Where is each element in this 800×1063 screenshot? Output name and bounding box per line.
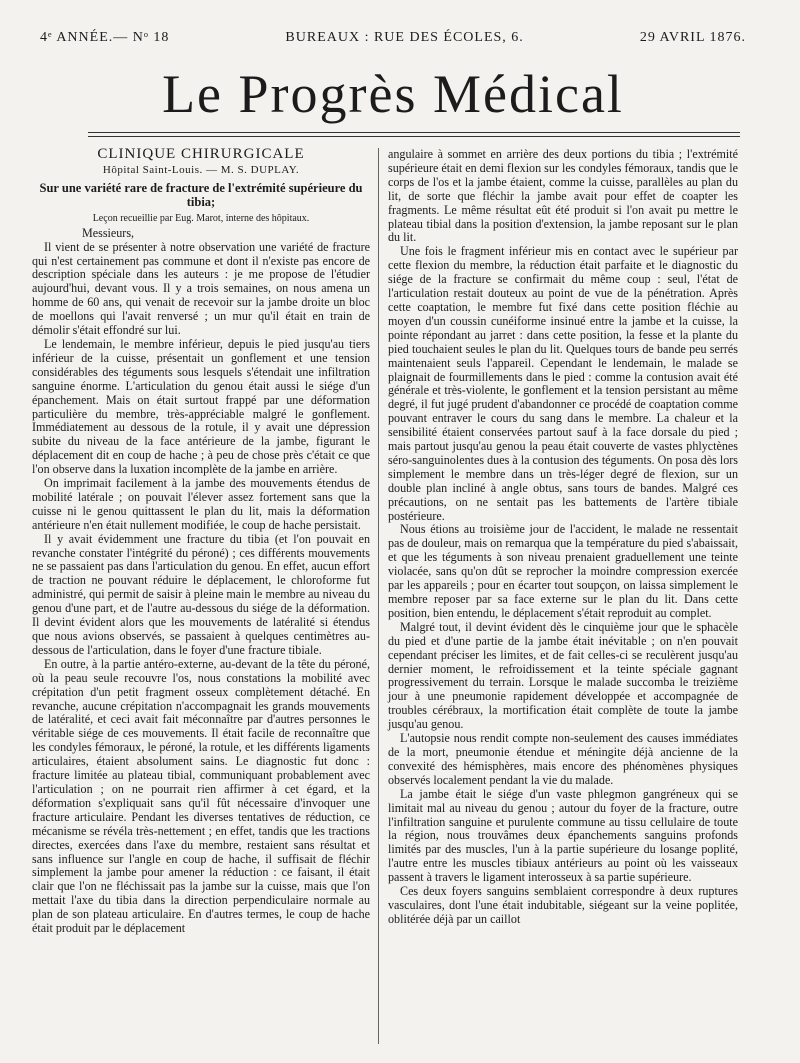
column-divider <box>378 148 379 1044</box>
newspaper-title: Le Progrès Médical <box>162 64 624 124</box>
paragraph: angulaire à sommet en arrière des deux portions du tibia ; l'extrémité supérieure était en demi flexion sur les condyles fémoraux, tandis que le corps de l'os et la jambe étaient, comme la cuisse, parallèles au plan du lit, de sorte que fléchir la jambe avait pour effet de coapter les fragments. Le même résultat eût été produit si l'on avait pu mettre le plateau tibial dans la position d'extension, la jambe reposant sur le plan du lit. <box>388 147 738 245</box>
paragraph: La jambe était le siége d'un vaste phlegmon gangréneux qui se limitait mal au niveau du genou ; autour du foyer de la fracture, outre l'infiltration sanguine et purulente commune au tissu cellulaire de toute la région, nous trouvâmes deux épanchements sanguins profonds limités par des muscles, l'un à la partie supérieure du losange poplité, l'autre entre les muscles tibiaux antérieurs au point où les vaisseaux passent à travers le ligament interosseux à sa partie supérieure. <box>388 786 738 885</box>
paragraph: En outre, à la partie antéro-externe, au-devant de la tête du péroné, où la peau seule recouvre l'os, nous constations la mobilité avec crépitation d'un petit fragment osseux complètement détaché. En revanche, aucune crépitation n'accompagnait les grands mouvements de latéralité, et ceci avait fait méconnaître par d'autres personnes le véritable siége de ces mouvements. Il était facile de reconnaître que les condyles fémoraux, le péroné, la rotule, et les différents ligaments articulaires, étaient absolument sains. Le diagnostic fut donc : fracture limitée au plateau tibial, communiquant probablement avec l'articulation ; on ne pourrait rien affirmer à cet égard, et la déformation s'expliquait sans qu'il fût nécessaire d'invoquer une fracture articulaire. Pendant les diverses tentatives de réduction, ce mécanisme se révéla très-nettement ; en effet, tandis que les tractions directes, exercées dans l'axe du membre, restaient sans résultat et sans influence sur l'angle en coup de hache, il suffisait de fléchir simplement la jambe pour amener la réduction : ce faisant, il était clair que l'on ne fléchissait pas la jambe sur la cuisse, mais que l'on mettait l'axe du tibia dans la direction perpendiculaire normale au plan de son plateau articulaire. En d'autres termes, le coup de hache était produit par le déplacement <box>32 656 370 936</box>
byline: Leçon recueillie par Eug. Marot, interne des hôpitaux. <box>92 212 310 224</box>
article-title: Sur une variété rare de fracture de l'extrémité supérieure du tibia; <box>39 180 363 209</box>
paragraph: Le lendemain, le membre inférieur, depuis le pied jusqu'au tiers inférieur de la cuisse, présentait un gonflement et une tension considérables des téguments sous lesquels s'étendait une infiltration sanguine énorme. L'articulation du genou était aussi le siége d'un épanchement. Mais on était surtout frappé par une déformation particulière du membre, très-appréciable malgré le gonflement. Immédiatement au dessous de la rotule, il y avait une dépression subite du niveau de la face antérieure de la jambe, figurant le déplacement dit en coup de hache ; à peu de chose près c'était ce que l'on observe dans la luxation incomplète de la jambe en arrière. <box>32 336 370 477</box>
paragraph: Une fois le fragment inférieur mis en contact avec le supérieur par cette flexion du membre, la réduction était parfaite et le diagnostic du siége de la fracture se confirmait du même coup : seul, l'état de l'articulation restait douteux au point de vue de la pénétration. Après cette coaptation, le membre fut fixé dans cette position fléchie au moyen d'un coussin cunéiforme insinué entre la jambe et la cuisse, la pointe répondant au jarret : dans cette position, la fesse et la plante du pied touchaient seules le plan du lit. Quelques tours de bande peu serrés maintenaient seuls l'appareil. Cependant le lendemain, le malade se plaignait de fourmillements dans le pied : comme la contusion avait été générale et très-violente, le gonflement et la tension persistant au même degré, il fut jugé prudent d'abandonner ce procédé de coaptation comme pouvant entraver le cours du sang dans le membre. La chaleur et la sensibilité étaient conservées partout sauf à la face dorsale du pied ; mais partout jusqu'au genou la peau était couverte de vastes phlyctènes séro-sanguinolentes dues à la contusion des téguments. On posa dès lors simplement le membre dans un très-léger degré de flexion, sur un double plan incliné à angle obtus, sans tours de bandes. Malgré ces précautions, on ne sentait pas les battements de l'artère tibiale postérieure. <box>388 244 738 523</box>
paragraph: Nous étions au troisième jour de l'accident, le malade ne ressentait pas de douleur, mais on remarqua que la température du pied s'abaissait, et que les téguments à son niveau prenaient graduellement une teinte violacée, sans qu'on dût se reprocher la moindre compression exercée par les appareils ; pour en écarter tout soupçon, on laissa simplement le membre reposer par sa face externe sur le plan du lit. Dans cette position, bien entendu, le déplacement s'était reproduit au complet. <box>388 522 738 620</box>
paragraph: On imprimait facilement à la jambe des mouvements étendus de mobilité latérale ; on pouvait l'élever assez fortement sans que la cuisse ni le genou quittassent le plan du lit, mais la déformation antérieure n'en était nullement modifiée, le coup de hache persistait. <box>32 476 370 532</box>
paragraph: Ces deux foyers sanguins semblaient correspondre à deux ruptures vasculaires, dont l'une était indubitable, siégeant sur la veine poplitée, oblitérée déjà par un caillot <box>388 884 738 926</box>
paragraph: Il y avait évidemment une fracture du tibia (et l'on pouvait en revanche constater l'intégrité du péroné) ; ces différents mouvements ne se passaient pas dans l'articulation du genou. En effet, aucun effort de traction ne pouvant réduire le déplacement, le chloroforme fut administré, qui permit de saisir à pleine main le membre au niveau du genou d'une part, et de l'autre au-dessous du siége de la déformation. Il devint évident alors que les mouvements de latéralité si étendus que nous avions observés, se passaient à quelques centimètres au-dessous de l'articulation, dans le foyer d'une fracture tibiale. <box>32 531 370 657</box>
masthead-line <box>40 30 746 46</box>
title-rule-top <box>88 132 740 133</box>
paragraph: Malgré tout, il devint évident dès le cinquième jour que le sphacèle du pied et d'une partie de la jambe était inévitable ; on n'en pouvait cependant préciser les limites, et de fait celles-ci se reculèrent jusqu'au dernier moment, le refroidissement et la teinte spéciale gagnant progressivement du terrain. Lorsque le malade succomba le treizième jour à une pneumonie rapidement développée et accompagnée de troubles cérébraux, la mortification était complète de toute la jambe jusqu'au genou. <box>388 619 738 732</box>
title-rule-bottom <box>88 136 740 137</box>
hospital-line: Hôpital Saint-Louis. — M. S. DUPLAY. <box>102 163 300 176</box>
paragraph: L'autopsie nous rendit compte non-seulement des causes immédiates de la mort, pneumonie étendue et méningite déjà ancienne de la convexité des hémisphères, mais encore des phénomènes physiques observés localement pendant la vie du malade. <box>388 731 738 787</box>
office-address: BUREAUX : RUE DES ÉCOLES, 6. <box>285 30 524 45</box>
issue-number: 4ᵉ ANNÉE.— Nᵒ 18 <box>40 30 170 45</box>
section-title: CLINIQUE CHIRURGICALE <box>97 146 305 162</box>
right-column <box>388 148 738 927</box>
issue-date: 29 AVRIL 1876. <box>639 30 746 45</box>
salutation: Messieurs, <box>82 225 135 240</box>
paragraph: Il vient de se présenter à notre observation une variété de fracture qui n'est certainement pas commune et dont il n'existe pas encore de description spéciale dans les auteurs : je me propose de l'étudier aujourd'hui, devant vous. Il y a trois semaines, on nous amena un homme de 60 ans, qui venait de recevoir sur la jambe droite un bloc de moellons qui l'avait renversé ; un mur qu'il était en train de démolir s'était effondré sur lui. <box>32 239 370 338</box>
left-column <box>32 146 370 936</box>
